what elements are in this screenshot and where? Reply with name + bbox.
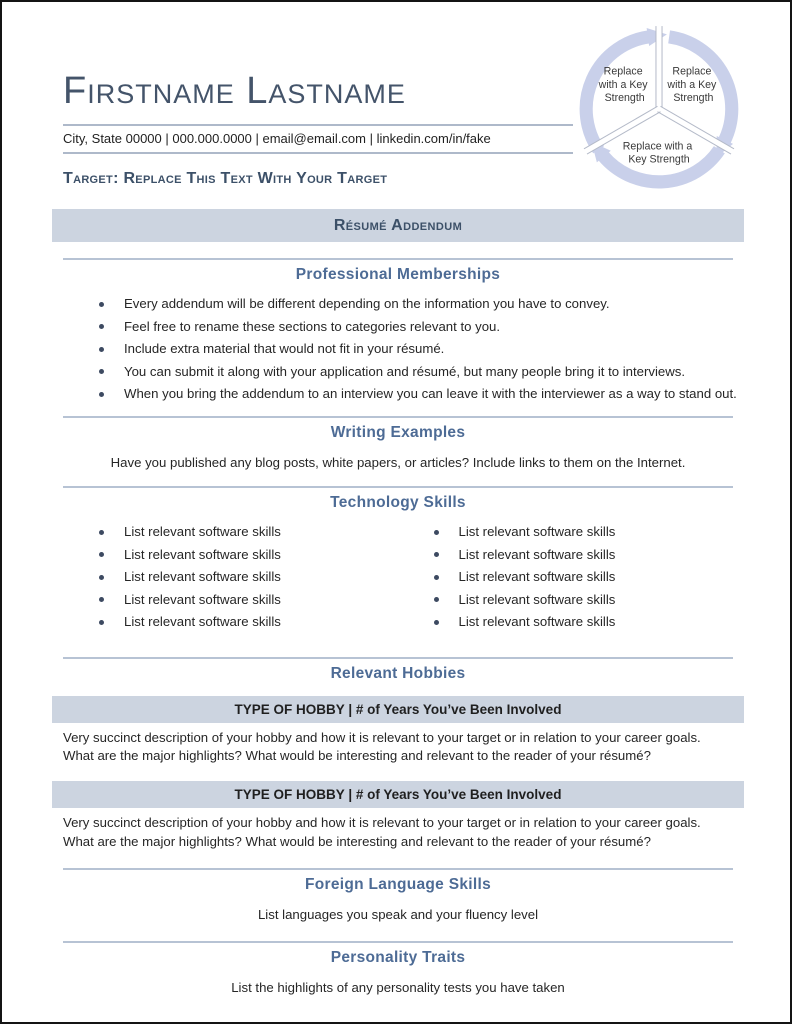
section-title-hobbies: Relevant Hobbies (330, 664, 466, 682)
document-title-banner: Résumé Addendum (52, 209, 744, 242)
target-line: Target: Replace This Text With Your Target (63, 170, 388, 187)
section-title-personality: Personality Traits (330, 949, 466, 967)
list-item: List relevant software skills (432, 525, 745, 539)
list-item: List relevant software skills (432, 570, 745, 584)
list-item: List relevant software skills (432, 615, 745, 629)
main-content (52, 242, 744, 995)
list-item: List relevant software skills (97, 615, 410, 629)
section-title-writing: Writing Examples (330, 424, 466, 441)
header-rule-top (63, 124, 573, 126)
segment-label: Replace with a Key Strength (598, 65, 648, 104)
hobby-description: Very succinct description of your hobby and how it is relevant to your target or in relation to your career goals. What are the major highlights? What would be interesting and relevant to the reader of your résumé? (63, 814, 701, 849)
list-item: List relevant software skills (97, 525, 410, 539)
list-item: You can submit it along with your application and résumé, but many people bring it to interviews. (97, 365, 744, 379)
segment-label: Replace with a Key Strength (667, 65, 717, 104)
languages-note: List languages you speak and your fluency level (257, 907, 539, 923)
segment-label: Replace with a Key Strength (622, 140, 693, 166)
list-item: List relevant software skills (432, 548, 745, 562)
hobby-description: Very succinct description of your hobby and how it is relevant to your target or in relation to your career goals. What are the major highlights? What would be interesting and relevant to the reader of your résumé? (63, 729, 701, 764)
list-item: List relevant software skills (97, 593, 410, 607)
section-divider (63, 941, 733, 943)
writing-note: Have you published any blog posts, white papers, or articles? Include links to them on the Internet. (110, 455, 686, 470)
hobby-header-bar: TYPE OF HOBBY | # of Years You’ve Been Involved (52, 696, 744, 723)
key-strength-cycle-diagram (568, 18, 750, 200)
section-title-languages: Foreign Language Skills (304, 876, 492, 894)
memberships-list (52, 297, 744, 401)
section-divider (63, 486, 733, 488)
section-divider (63, 416, 733, 418)
technology-columns (52, 525, 744, 638)
section-title-technology: Technology Skills (330, 494, 466, 511)
section-divider (63, 258, 733, 260)
list-item: Every addendum will be different depending on the information you have to convey. (97, 297, 744, 311)
list-item: Feel free to rename these sections to categories relevant to you. (97, 320, 744, 334)
section-divider (63, 868, 733, 870)
list-item: List relevant software skills (432, 593, 745, 607)
personality-note: List the highlights of any personality tests you have taken (231, 980, 565, 996)
contact-line: City, State 00000 | 000.000.0000 | email@email.com | linkedin.com/in/fake (63, 131, 491, 146)
list-item: Include extra material that would not fit in your résumé. (97, 342, 744, 356)
section-title-memberships: Professional Memberships (295, 266, 501, 283)
hobby-header-bar: TYPE OF HOBBY | # of Years You’ve Been Involved (52, 781, 744, 808)
header-rule-bottom (63, 152, 573, 154)
list-item: List relevant software skills (97, 570, 410, 584)
technology-column-2 (410, 525, 745, 638)
section-divider (63, 657, 733, 659)
person-name: Firstname Lastname (63, 70, 406, 112)
list-item: When you bring the addendum to an interview you can leave it with the interviewer as a way to stand out. (97, 387, 744, 401)
technology-column-1 (52, 525, 410, 638)
list-item: List relevant software skills (97, 548, 410, 562)
